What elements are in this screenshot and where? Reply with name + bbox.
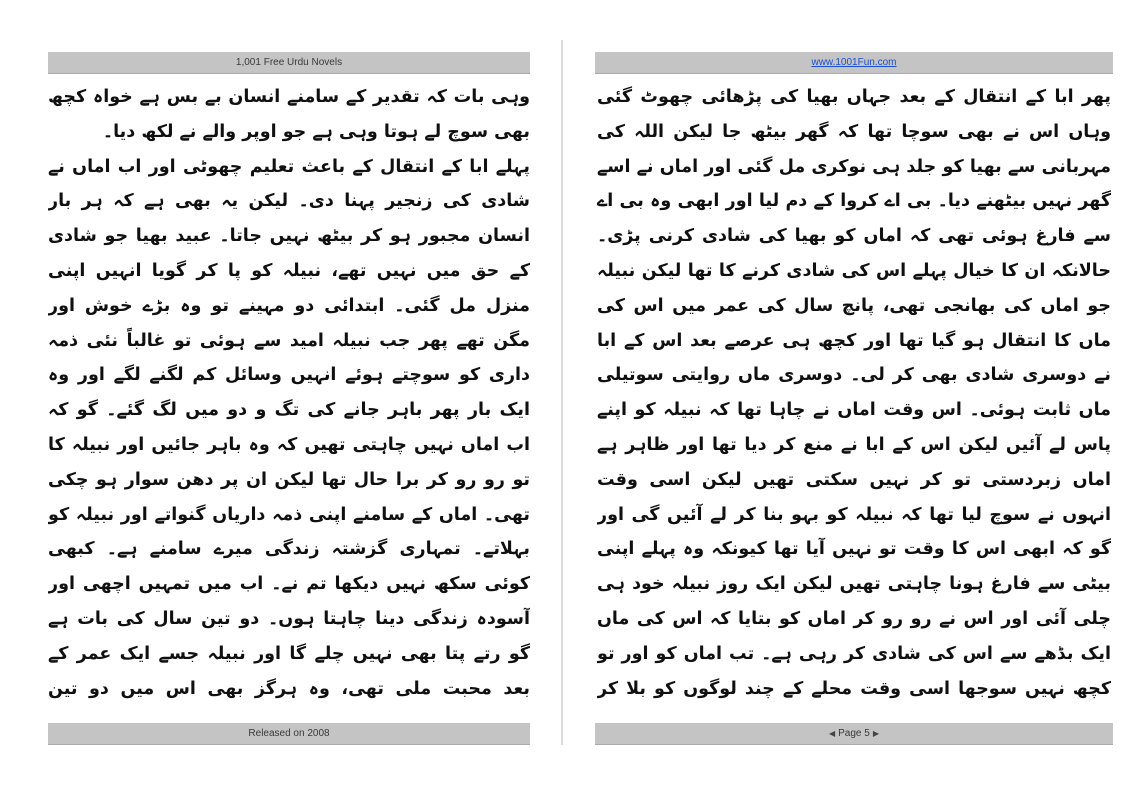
left-page-footer (48, 723, 530, 744)
left-page-body (48, 80, 530, 710)
page-number (829, 728, 879, 739)
left-header-title: 1,001 Free Urdu Novels (235, 57, 343, 68)
left-page (0, 0, 540, 793)
site-link[interactable]: www.1001Fun.com (811, 57, 897, 68)
right-page-body (597, 80, 1111, 710)
right-paragraph-1: پھر ابا کے انتقال کے بعد جہاں بھیا کی پڑھائی چھوٹ گئی وہاں اس نے بھی سوچا تھا کہ گھر بیٹھ جا لیکن اللہ کی مہربانی سے بھیا کو جلد ہی نوکری مل گئی اور اماں نے اسے گھر نہیں بیٹھنے دیا۔ بی اے کروا کے دم لیا اور ابھی وہ بی اے سے فارغ ہوئی تھی کہ اماں کو بھیا کی شادی کرنی پڑی۔ حالانکہ ان کا خیال پہلے اس کی شادی کرنے کا تھا لیکن نبیلہ جو اماں کی بھانجی تھی، پانچ سال کی عمر میں اس کی ماں کا انتقال ہو گیا تھا اور کچھ ہی عرصے بعد اس کے ابا نے دوسری شادی بھی کر لی۔ دوسری ماں روایتی سوتیلی ماں ثابت ہوئی۔ اس وقت اماں نے چاہا تھا کہ نبیلہ کو اپنے پاس لے آئیں لیکن اس کے ابا نے منع کر دیا تھا اور ظاہر ہے اماں زبردستی تو کر نہیں سکتی تھیں لیکن اسی وقت انہوں نے سوچ لیا تھا کہ نبیلہ کو بہو بنا کر لے آئیں گی اور گو کہ ابھی اس کا وقت تو نہیں آیا تھا کیونکہ وہ پہلے اپنی بیٹی سے فارغ ہونا چاہتی تھیں لیکن ایک روز نبیلہ خود ہی چلی آئی اور اس نے رو رو کر اماں کو بتایا کہ اس کی ماں ایک بڈھے سے اس کی شادی کر رہی ہے۔ تب اماں کو اور تو کچھ نہیں سوجھا اسی وقت محلے کے چند لوگوں کو بلا کر (597, 87, 1111, 699)
triangle-right-icon: ▶ (872, 729, 879, 738)
left-paragraph-1: وہی بات کہ تقدیر کے سامنے انسان بے بس ہے خواہ کچھ بھی سوچ لے ہوتا وہی ہے جو اوپر والے نے لکھ دیا۔ (48, 87, 530, 142)
page-divider (561, 40, 563, 745)
right-page (583, 0, 1123, 793)
right-page-footer (595, 723, 1113, 744)
left-page-header (48, 52, 530, 73)
right-page-header (595, 52, 1113, 73)
page-number-label: Page 5 (838, 728, 870, 739)
triangle-left-icon: ◀ (828, 729, 836, 738)
left-paragraph-2: پہلے ابا کے انتقال کے باعث تعلیم چھوٹی اور اب اماں نے شادی کی زنجیر پہنا دی۔ لیکن یہ بھی ہے کہ ہر بار انسان مجبور ہو کر بیٹھ نہیں جاتا۔ عبید بھیا جو شادی کے حق میں نہیں تھے، نبیلہ کو پا کر گویا انہیں اپنی منزل مل گئی۔ ابتدائی دو مہینے تو وہ بڑے خوش اور مگن تھے پھر جب نبیلہ امید سے ہوئی تو غالباً نئی ذمہ داری کو سوچتے ہوئے انہیں وسائل کم لگنے لگے اور وہ ایک بار پھر باہر جانے کی تگ و دو میں لگ گئے۔ گو کہ اب اماں نہیں چاہتی تھیں کہ وہ باہر جائیں اور نبیلہ کا تو رو رو کر برا حال تھا لیکن ان پر دھن سوار ہو چکی تھی۔ اماں کے سامنے اپنی ذمہ داریاں گنواتے اور نبیلہ کو بہلاتے۔ تمہاری گزشتہ زندگی میرے سامنے ہے۔ کبھی کوئی سکھ نہیں دیکھا تم نے۔ اب میں تمہیں اچھی اور آسودہ زندگی دینا چاہتا ہوں۔ دو تین سال کی بات ہے گو رتے پتا بھی نہیں چلے گا اور نبیلہ جسے ایک عمر کے بعد محبت ملی تھی، وہ ہرگز بھی اس میں دو تین (48, 156, 530, 699)
left-footer-release: Released on 2008 (248, 728, 330, 739)
